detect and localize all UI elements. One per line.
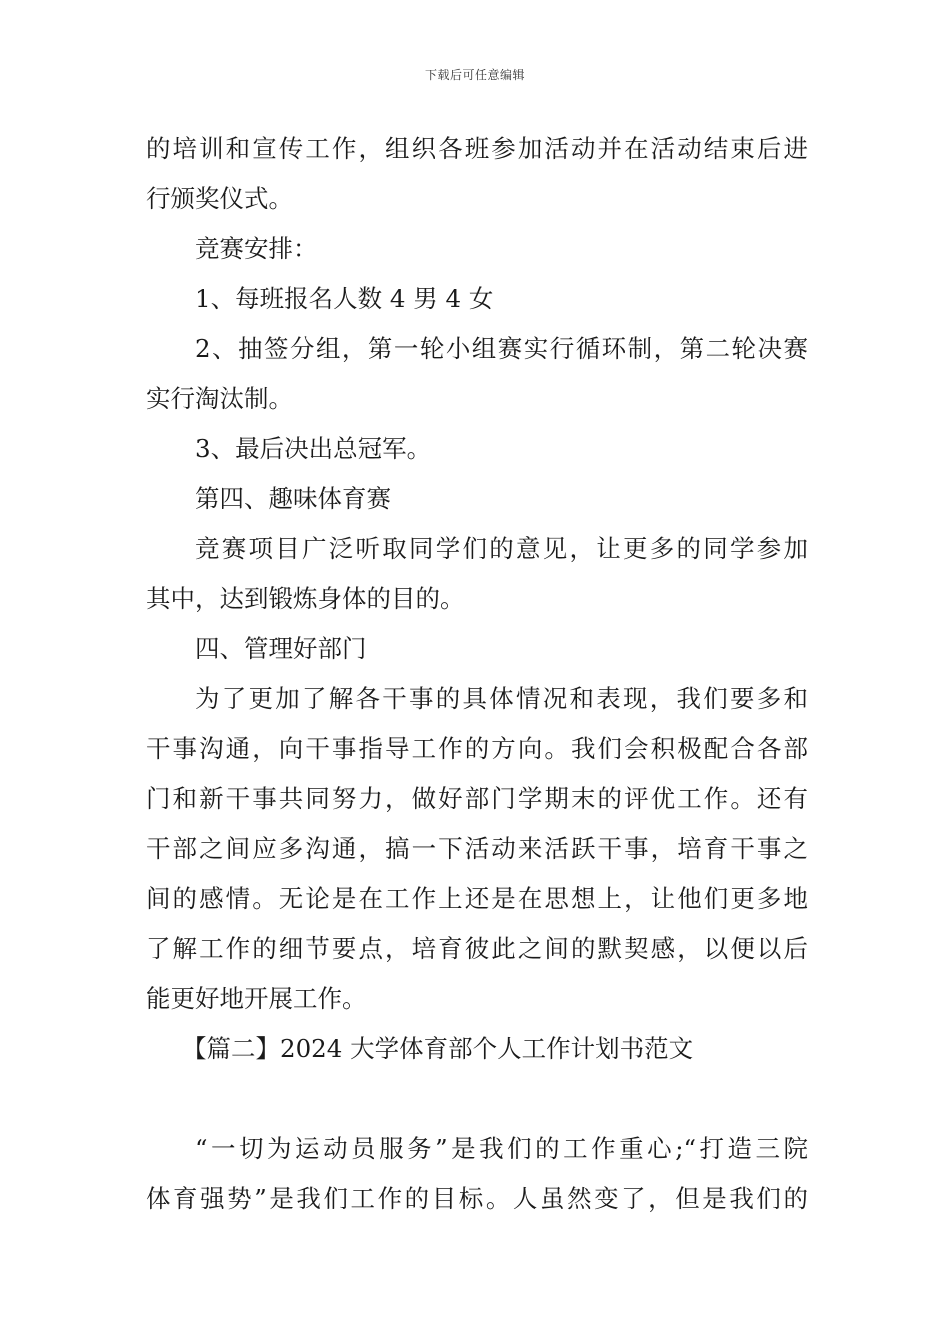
list-item: 2、抽签分组，第一轮小组赛实行循环制，第二轮决赛	[195, 334, 808, 363]
paragraph-line: 能更好地开展工作。	[146, 984, 367, 1013]
paragraph-line: 行颁奖仪式。	[146, 184, 293, 213]
paragraph-line: 间的感情。无论是在工作上还是在思想上，让他们更多地	[146, 884, 808, 913]
list-item: 1、每班报名人数 4 男 4 女	[195, 284, 494, 313]
list-item: 3、最后决出总冠军。	[195, 434, 432, 463]
paragraph-line: 门和新干事共同努力，做好部门学期末的评优工作。还有	[146, 784, 808, 813]
paragraph-line: 干事沟通，向干事指导工作的方向。我们会积极配合各部	[146, 734, 808, 763]
paragraph-line: 体育强势”是我们工作的目标。人虽然变了，但是我们的	[146, 1184, 808, 1213]
paragraph-line: 其中，达到锻炼身体的目的。	[146, 584, 465, 613]
section-heading: 第四、趣味体育赛	[195, 484, 391, 513]
page-header: 下载后可任意编辑	[424, 68, 525, 82]
blank-line	[146, 1074, 808, 1124]
document-body	[146, 124, 808, 1224]
paragraph-line: 实行淘汰制。	[146, 384, 293, 413]
section-heading: 四、管理好部门	[195, 634, 367, 663]
paragraph-line: 的培训和宣传工作，组织各班参加活动并在活动结束后进	[146, 134, 808, 163]
section-heading: 竞赛安排：	[195, 234, 318, 263]
paragraph-line: 干部之间应多沟通，搞一下活动来活跃干事，培育干事之	[146, 834, 808, 863]
paragraph-line: 了解工作的细节要点，培育彼此之间的默契感，以便以后	[146, 934, 808, 963]
article-title: 【篇二】2024 大学体育部个人工作计划书范文	[182, 1034, 694, 1063]
paragraph-line: “一切为运动员服务”是我们的工作重心;“打造三院	[195, 1134, 808, 1163]
paragraph-line: 为了更加了解各干事的具体情况和表现，我们要多和	[195, 684, 808, 713]
paragraph-line: 竞赛项目广泛听取同学们的意见，让更多的同学参加	[195, 534, 808, 563]
